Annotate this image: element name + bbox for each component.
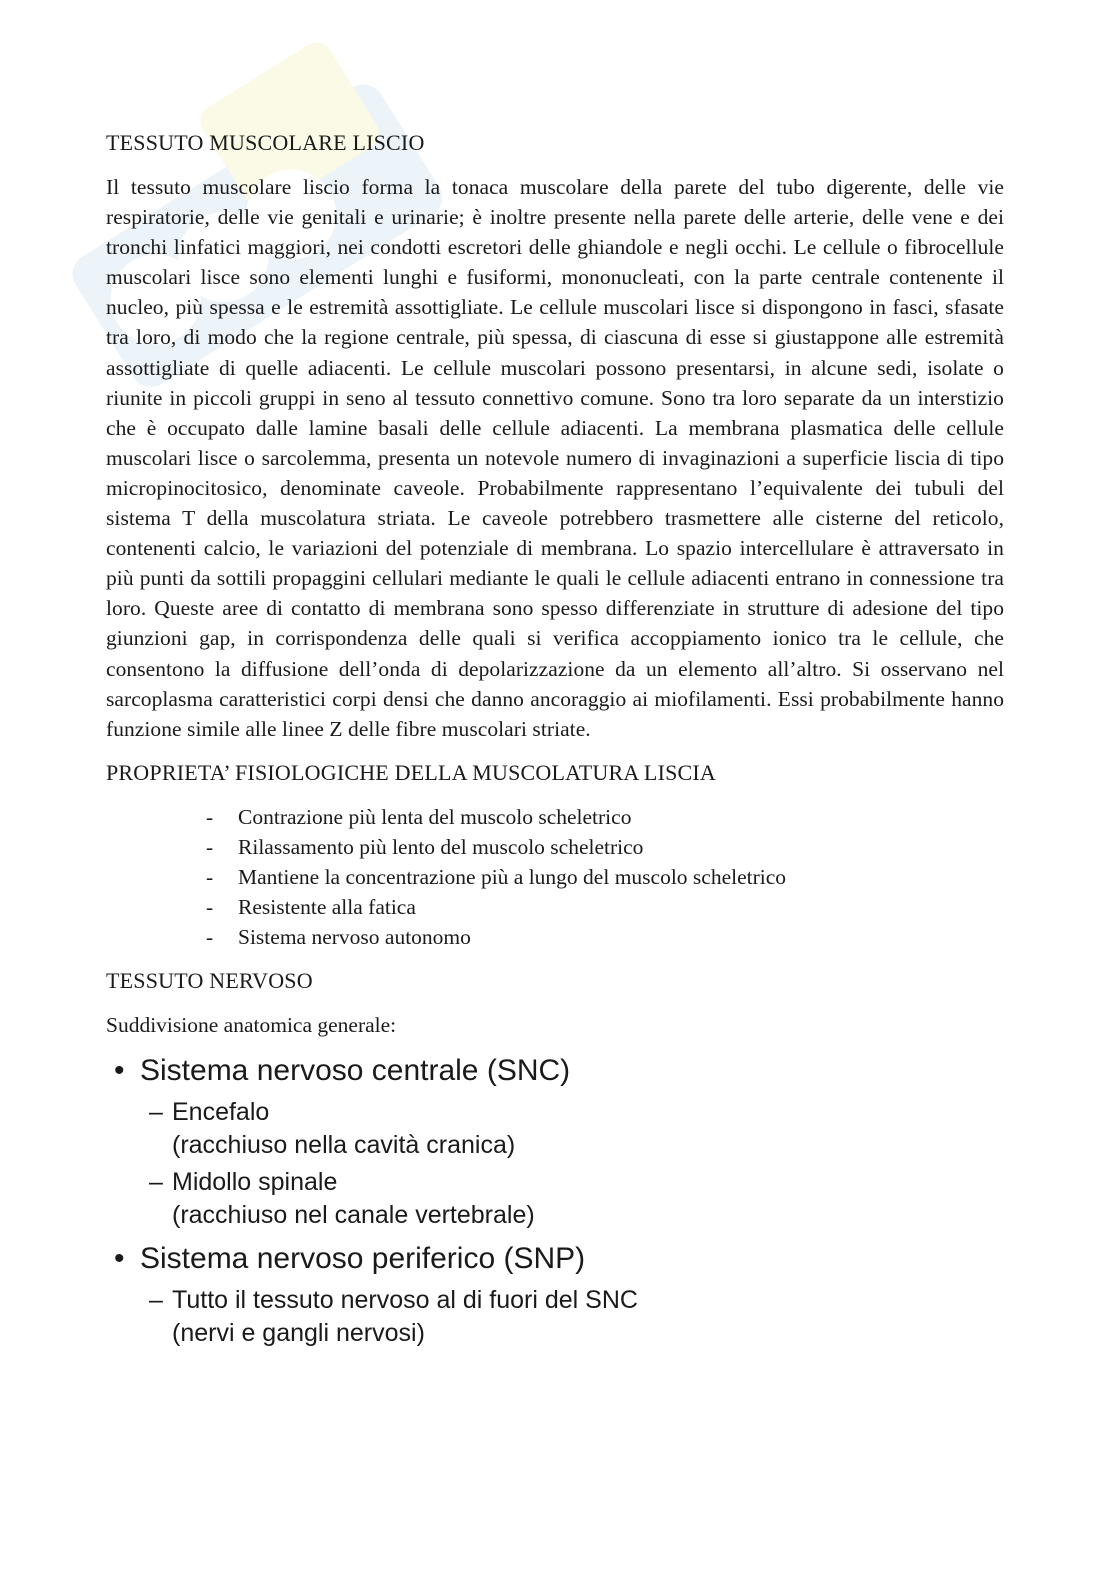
nervous-system-slide bbox=[106, 1050, 1004, 1350]
bullet-snc: • Sistema nervoso centrale (SNC) bbox=[114, 1050, 1004, 1092]
sub-snp: – Tutto il tessuto nervoso al di fuori del SNC (nervi e gangli nervosi) bbox=[149, 1286, 638, 1348]
bullet-snp: • Sistema nervoso periferico (SNP) bbox=[114, 1238, 1004, 1280]
heading-nervous-tissue: TESSUTO NERVOSO bbox=[106, 968, 313, 994]
dash-marker: - bbox=[206, 925, 214, 950]
heading-physiological-properties: PROPRIETA’ FISIOLOGICHE DELLA MUSCOLATURA LISCIA bbox=[106, 759, 717, 785]
bullet-marker: • bbox=[114, 1054, 125, 1088]
sub-encefalo: – Encefalo (racchiuso nella cavità cranica) bbox=[149, 1098, 516, 1160]
list-item: - Rilassamento più lento del muscolo scheletrico bbox=[206, 832, 1004, 862]
list-item: - Mantiene la concentrazione più a lungo del muscolo scheletrico bbox=[206, 862, 1004, 892]
sub-marker: – bbox=[149, 1168, 163, 1197]
list-item: - Contrazione più lenta del muscolo scheletrico bbox=[206, 802, 1004, 832]
paragraph-smooth-muscle: Il tessuto muscolare liscio forma la tonaca muscolare della parete del tubo digerente, delle vie respiratorie, delle vie genitali e urinarie; è inoltre presente nella parete delle arterie, delle vene e dei tronchi linfatici maggiori, nei condotti escretori delle ghiandole e negli occhi. Le cellule o fibrocellule muscolari lisce sono elementi lunghi e fusiformi, mononucleati, con la parte centrale contenente il nucleo, più spessa e le estremità assottigliate. Le cellule muscolari lisce si dispongono in fasci, sfasate tra loro, di modo che la regione centrale, più spessa, di ciascuna di esse si giustappone alle estremità assottigliate di quelle adiacenti. Le cellule muscolari possono presentarsi, in alcune sedi, isolate o riunite in piccoli gruppi in seno al tessuto connettivo comune. Sono tra loro separate da un interstizio che è occupato dalle lamine basali delle cellule adiacenti. La membrana plasmatica delle cellule muscolari lisce o sarcolemma, presenta un notevole numero di invaginazioni a superficie liscia di tipo micropinocitosico, denominate caveole. Probabilmente rappresentano l’equivalente dei tubuli del sistema T della muscolatura striata. Le caveole potrebbero trasmettere alle cisterne del reticolo, contenenti calcio, le variazioni del potenziale di membrana. Lo spazio intercellulare è attraversato in più punti da sottili propaggini cellulari mediante le quali le cellule adiacenti entrano in connessione tra loro. Queste aree di contatto di membrana sono spesso differenziate in strutture di adesione del tipo giunzioni gap, in corrispondenza delle quali si verifica accoppiamento ionico tra le cellule, che consentono la diffusione dell’onda di depolarizzazione da un elemento all’altro. Si osservano nel sarcoplasma caratteristici corpi densi che danno ancoraggio ai miofilamenti. Essi probabilmente hanno funzione simile alle linee Z delle fibre muscolari striate. bbox=[106, 175, 1004, 741]
sub-marker: – bbox=[149, 1098, 163, 1127]
dash-marker: - bbox=[206, 895, 214, 920]
heading-smooth-muscle: TESSUTO MUSCOLARE LISCIO bbox=[106, 130, 425, 155]
dash-marker: - bbox=[206, 834, 214, 859]
sub-midollo: – Midollo spinale (racchiuso nel canale vertebrale) bbox=[149, 1168, 535, 1230]
dash-marker: - bbox=[206, 804, 214, 829]
sub-marker: – bbox=[149, 1286, 163, 1315]
list-item: - Sistema nervoso autonomo bbox=[206, 922, 1004, 952]
document-page bbox=[106, 128, 1004, 1350]
properties-list bbox=[106, 802, 1004, 952]
subdivision-label: Suddivisione anatomica generale: bbox=[106, 1013, 397, 1038]
dash-marker: - bbox=[206, 864, 214, 889]
bullet-marker: • bbox=[114, 1242, 125, 1276]
list-item: - Resistente alla fatica bbox=[206, 892, 1004, 922]
